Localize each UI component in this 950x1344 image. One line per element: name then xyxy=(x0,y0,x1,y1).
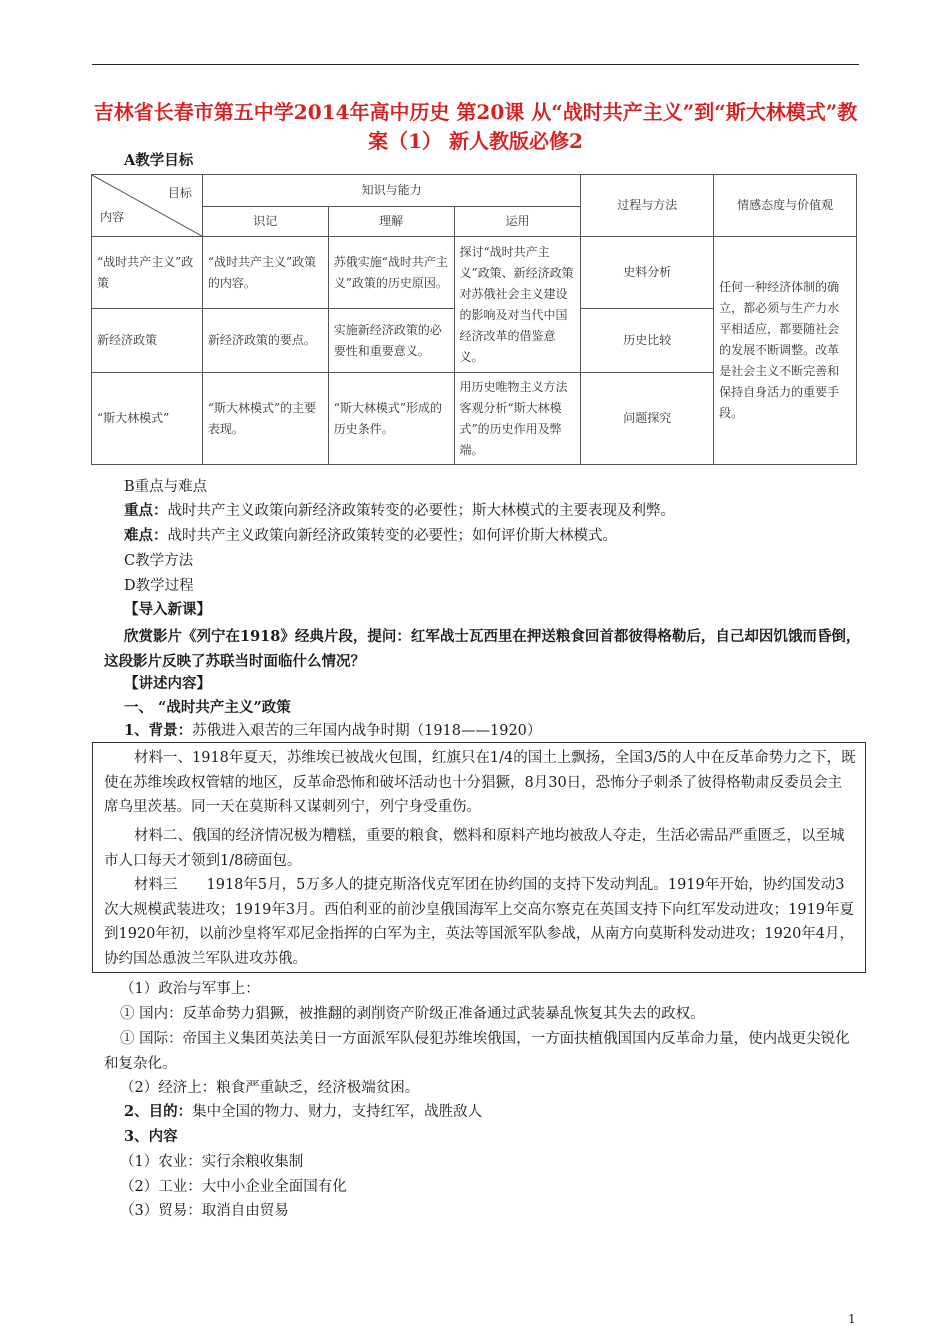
material-one: 材料一、1918年夏天，苏维埃已被战火包围，红旗只在1/4的国土上飘扬，全国3/5的人中在反革命势力之下，既使在苏维埃政权管辖的地区，反革命恐怖和破坏活动也十分猖獗，8月30日，恐怖分子刺杀了彼得格勒肃反委员会主席乌里茨基。同一天在莫斯科又谋刺列宁，列宁身受重伤。 xyxy=(104,750,856,815)
content-industry: （2）工业：大中小企业全面国有化 xyxy=(120,1179,347,1195)
row2-content: 新经济政策 xyxy=(92,309,203,373)
header-emotion: 情感态度与价值观 xyxy=(714,175,857,237)
row3-apply: 用历史唯物主义方法客观分析“斯大林模式”的历史作用及弊端。 xyxy=(454,373,581,465)
economic-line: （2）经济上：粮食严重缺乏，经济极端贫困。 xyxy=(120,1080,420,1096)
material-three: 材料三 1918年5月，5万多人的捷克斯洛伐克军团在协约国的支持下发动判乱。1919年开始，协约国发动3次大规模武装进攻；1919年3月。西伯利亚的前沙皇俄国海军上交高尔察克在英国支持下向红军发动进攻；1919年夏到1920年初，以前沙皇将军邓尼金指挥的白军为主，英法等国派军队参战，从南方向莫斯科发动进攻；1920年4月，协约国怂恿波兰军队进攻苏俄。 xyxy=(104,877,855,967)
header-process: 过程与方法 xyxy=(581,175,714,237)
header-knowledge: 知识与能力 xyxy=(202,175,581,207)
header-understand: 理解 xyxy=(328,207,454,237)
emotion-cell: 任何一种经济体制的确立，都必须与生产力水平相适应，都要随社会的发展不断调整。改革是社会主义不断完善和保持自身活力的重要手段。 xyxy=(714,237,857,465)
key-points-label: 重点： xyxy=(124,502,168,519)
row1-recall: “战时共产主义”政策的内容。 xyxy=(202,237,328,309)
background-label: 1、背景： xyxy=(124,722,193,739)
header-recall: 识记 xyxy=(202,207,328,237)
goal-line xyxy=(124,1101,884,1123)
table-corner-cell xyxy=(92,175,203,237)
section-a-heading: A教学目标 xyxy=(124,152,194,169)
goal-text: 集中全国的物力、财力，支持红军，战胜敌人 xyxy=(192,1104,483,1120)
key-points-text: 战时共产主义政策向新经济政策转变的必要性；斯大林模式的主要表现及利弊。 xyxy=(167,503,675,519)
key-points-line xyxy=(124,500,884,522)
objectives-table xyxy=(91,174,857,464)
international-line: ① 国际：帝国主义集团英法美日一方面派军队侵犯苏维埃俄国，一方面扶植俄国国内反革命力量，使内战更尖锐化和复杂化。 xyxy=(104,1031,850,1072)
content-agriculture: （1）农业：实行余粮收集制 xyxy=(120,1154,304,1170)
row3-content: “斯大林模式” xyxy=(92,373,203,465)
header-apply: 运用 xyxy=(454,207,581,237)
material-two: 材料二、俄国的经济情况极为糟糕，重要的粮食，燃料和原料产地均被敌人夺走，生活必需品严重匮乏，以至城市人口每天才领到1/8磅面包。 xyxy=(104,828,845,869)
intro-heading: 【导入新课】 xyxy=(124,601,211,618)
part-one-heading: 一、 “战时共产主义”政策 xyxy=(124,699,291,716)
difficult-points-line xyxy=(124,525,884,547)
difficult-points-text: 战时共产主义政策向新经济政策转变的必要性；如何评价斯大林模式。 xyxy=(167,528,617,544)
content-trade: （3）贸易：取消自由贸易 xyxy=(120,1203,289,1219)
row1-content: “战时共产主义”政策 xyxy=(92,237,203,309)
corner-label-content: 内容 xyxy=(100,210,125,224)
corner-label-goal: 目标 xyxy=(167,186,192,200)
row1-process: 史料分析 xyxy=(581,237,714,309)
intro-question: 欣赏影片《列宁在1918》经典片段，提问：红军战士瓦西里在押送粮食回首都彼得格勒后，自己却因饥饿而昏倒，这段影片反映了苏联当时面临什么情况？ xyxy=(104,628,861,670)
document-title: 吉林省长春市第五中学2014年高中历史 第20课 从“战时共产主义”到“斯大林模式”教案（1） 新人教版必修2 xyxy=(93,100,858,153)
difficult-points-label: 难点： xyxy=(124,527,168,544)
row3-understand: “斯大林模式”形成的历史条件。 xyxy=(328,373,454,465)
political-military-line: （1）政治与军事上： xyxy=(120,981,260,997)
row3-recall: “斯大林模式”的主要表现。 xyxy=(202,373,328,465)
section-d-heading: D教学过程 xyxy=(124,578,194,594)
background-line xyxy=(124,720,884,742)
section-c-heading: C教学方法 xyxy=(124,553,194,569)
header-rule xyxy=(92,64,859,65)
row1-understand: 苏俄实施“战时共产主义”政策的历史原因。 xyxy=(328,237,454,309)
domestic-line: ① 国内：反革命势力猖獗，被推翻的剥削资产阶级正准备通过武装暴乱恢复其失去的政权。 xyxy=(120,1006,705,1022)
lecture-heading: 【讲述内容】 xyxy=(124,675,211,692)
row2-process: 历史比较 xyxy=(581,309,714,373)
row2-understand: 实施新经济政策的必要性和重要意义。 xyxy=(328,309,454,373)
row3-process: 问题探究 xyxy=(581,373,714,465)
content-heading: 3、内容 xyxy=(124,1128,178,1145)
page-number: 1 xyxy=(848,1312,856,1326)
row1-apply: 探讨“战时共产主义”政策、新经济政策对苏俄社会主义建设的影响及对当代中国经济改革的借鉴意义。 xyxy=(454,237,581,373)
section-b-heading: B重点与难点 xyxy=(124,479,208,495)
background-text: 苏俄进入艰苦的三年国内战争时期（1918——1920） xyxy=(192,723,542,739)
row2-recall: 新经济政策的要点。 xyxy=(202,309,328,373)
goal-label: 2、目的： xyxy=(124,1103,193,1120)
